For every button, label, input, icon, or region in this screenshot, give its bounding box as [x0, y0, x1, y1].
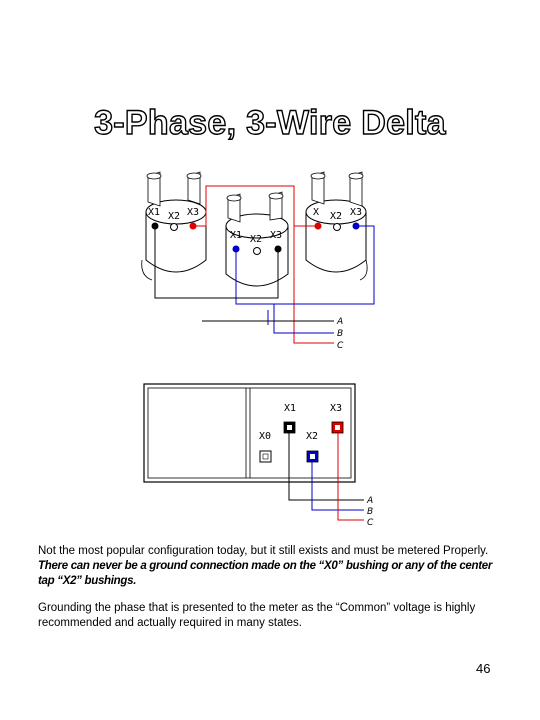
tf2-x3-label: X3 [270, 230, 283, 241]
meter-x2-label: X2 [306, 431, 319, 442]
meter-x0-label: X0 [259, 431, 272, 442]
paragraph-1-text: Not the most popular configuration today, but it still exists and must be metered Properly. [38, 545, 489, 557]
lower-phase-b-label: B [367, 507, 374, 517]
meter-x1-terminal-center [287, 425, 292, 430]
paragraph-1 [38, 544, 508, 589]
meter-box [144, 384, 355, 482]
tf2-x1-label: X1 [230, 230, 243, 241]
meter-x3-label: X3 [330, 403, 343, 414]
tf1-x2-label: X2 [168, 211, 181, 222]
page-title: 3-Phase, 3-Wire Delta [94, 104, 446, 142]
tf1-x2-terminal [171, 224, 178, 231]
upper-phase-c-label: C [337, 341, 344, 351]
lower-phase-c-label: C [367, 518, 374, 528]
tf3-x3-label: X3 [350, 207, 363, 218]
tf3-x2-terminal [334, 224, 341, 231]
upper-phase-a-label: A [337, 317, 344, 327]
tf1-x1-label: X1 [148, 207, 161, 218]
upper-phase-b-label: B [337, 329, 344, 339]
meter-x2-terminal-center [310, 454, 315, 459]
meter-x1-label: X1 [284, 403, 297, 414]
lower-phase-a-label: A [367, 496, 374, 506]
page-number: 46 [476, 661, 491, 676]
meter-x0-terminal [260, 451, 271, 462]
meter-x3-terminal-center [335, 425, 340, 430]
tf2-x2-label: X2 [250, 234, 263, 245]
tf2-x2-terminal [254, 248, 261, 255]
paragraph-2: Grounding the phase that is presented to the meter as the “Common” voltage is highly recommended and actually required in many states. [38, 602, 476, 629]
tf1-x3-label: X3 [187, 207, 200, 218]
transformer-middle [226, 192, 288, 286]
paragraph-1-warning: There can never be a ground connection made on the “X0” bushing or any of the center tap “X2” bushings. [38, 560, 493, 587]
tf3-x2-label: X2 [330, 211, 343, 222]
tf3-x1-label: X [313, 207, 320, 218]
